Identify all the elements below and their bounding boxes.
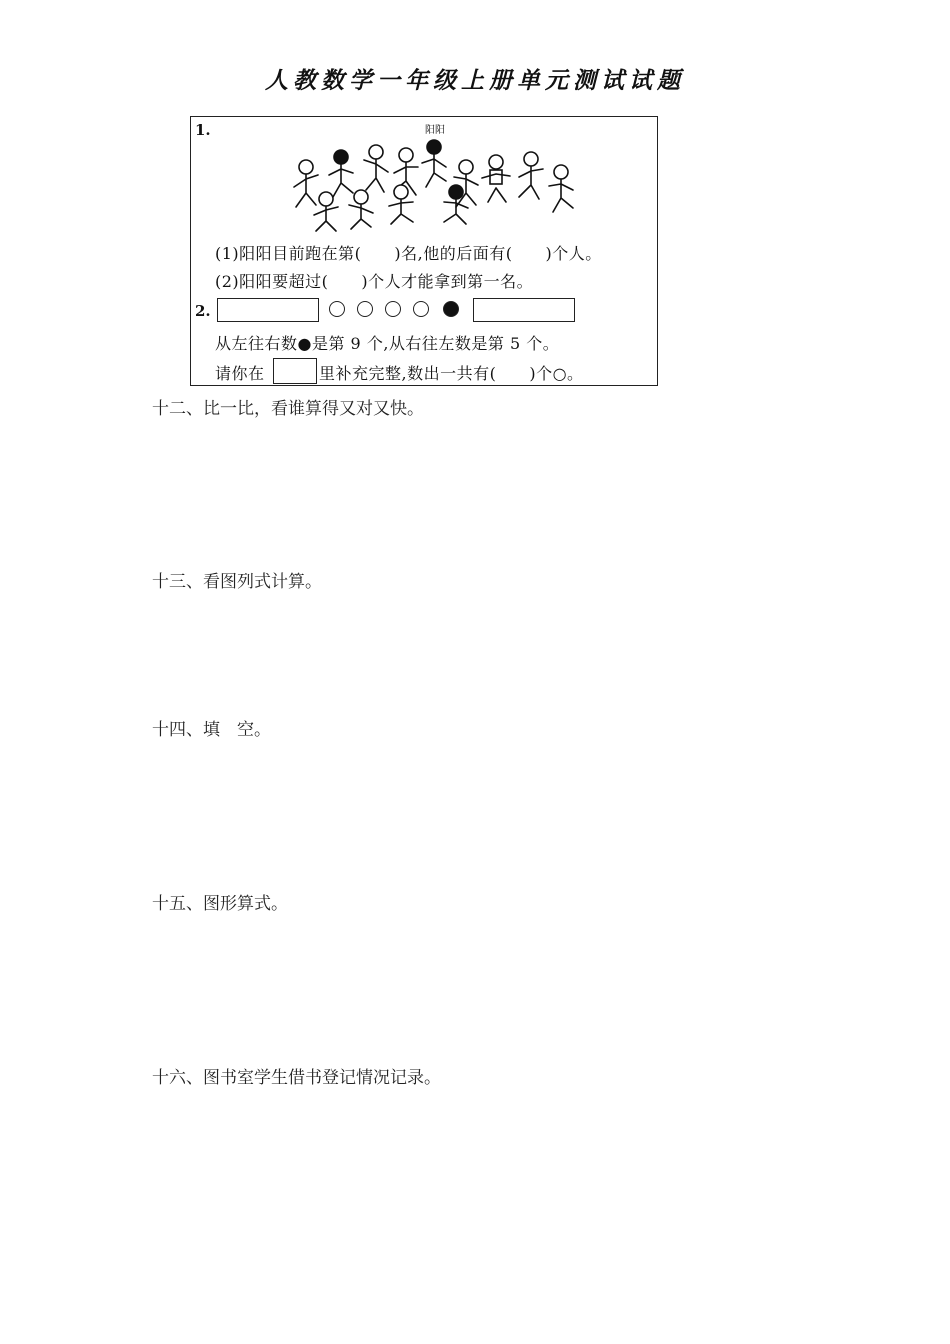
hollow-circle-icon	[413, 301, 429, 317]
question-1-part-2: (2)阳阳要超过( )个人才能拿到第一名。	[215, 272, 534, 291]
hollow-circle-icon	[385, 301, 401, 317]
runner-name-label: 阳阳	[425, 125, 445, 136]
section-heading-12: 十二、比一比，看谁算得又对又快。	[152, 399, 424, 419]
hollow-circle-icon	[329, 301, 345, 317]
section-heading-13: 十三、看图列式计算。	[152, 572, 322, 592]
section-heading-14: 十四、填 空。	[152, 720, 271, 740]
question-2-description: 从左往右数●是第 9 个,从右往左数是第 5 个。	[215, 334, 560, 353]
hollow-circle-icon	[357, 301, 373, 317]
running-children-illustration-icon	[286, 137, 586, 237]
exercise-figure	[190, 116, 658, 386]
question-2-instruction-start: 请你在	[215, 364, 265, 383]
filled-circle-icon	[443, 301, 459, 317]
question-number-1: 1.	[195, 121, 211, 139]
page-title: 人教数学一年级上册单元测试试题	[265, 68, 685, 94]
answer-box-right	[473, 298, 575, 322]
answer-box-left	[217, 298, 319, 322]
section-heading-16: 十六、图书室学生借书登记情况记录。	[152, 1068, 441, 1088]
question-number-2: 2.	[195, 302, 211, 320]
section-heading-15: 十五、图形算式。	[152, 894, 288, 914]
question-1-part-1: (1)阳阳目前跑在第( )名,他的后面有( )个人。	[215, 244, 602, 263]
question-2-instruction-end: 里补充完整,数出一共有( )个○。	[319, 364, 584, 383]
answer-box-sample	[273, 358, 317, 384]
